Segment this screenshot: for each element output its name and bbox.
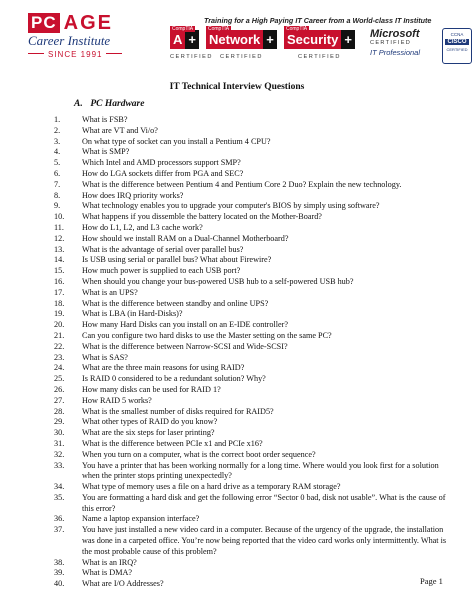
question-text: What is SAS? [82,352,128,362]
question-number: 32. [54,449,65,459]
question-number: 11. [54,222,64,232]
list-item [54,309,454,320]
list-item [54,353,454,364]
list-item [54,331,454,342]
question-list [54,115,454,590]
question-number: 8. [54,190,61,200]
list-item [54,299,454,310]
question-text: What other types of RAID do you know? [82,417,218,427]
question-number: 27. [54,395,65,405]
question-number: 15. [54,266,65,276]
question-text: What is the difference between Narrow-SCSI and Wide-SCSI? [82,341,288,351]
question-number: 38. [54,557,65,567]
question-number: 34. [54,482,65,492]
question-text: How many disks can be used for RAID 1? [82,384,221,394]
list-item [54,126,454,137]
question-number: 31. [54,438,65,448]
question-text: What is the difference between standby and online UPS? [82,298,269,308]
question-number: 2. [54,125,61,135]
logo-age: AGE [63,11,113,34]
logo-pc: PC [28,13,60,33]
question-number: 21. [54,330,65,340]
question-text: How should we install RAM on a Dual-Channel Motherboard? [82,233,289,243]
list-item [54,385,454,396]
list-item [54,158,454,169]
question-number: 5. [54,158,61,168]
list-item [54,450,454,461]
question-number: 40. [54,579,65,589]
list-item [54,461,454,483]
list-item [54,320,454,331]
question-number: 3. [54,136,61,146]
question-text: What are the six steps for laser printing? [82,428,215,438]
list-item [54,407,454,418]
question-number: 35. [54,492,65,502]
question-number: 22. [54,341,65,351]
question-number: 23. [54,352,65,362]
question-text: Name a laptop expansion interface? [82,514,200,524]
list-item [54,234,454,245]
question-text: What is LBA (in Hard-Disks)? [82,309,183,319]
section-name: PC Hardware [90,99,145,109]
list-item [54,245,454,256]
question-text: What is an IRQ? [82,557,137,567]
question-number: 37. [54,525,65,535]
question-number: 29. [54,417,65,427]
question-number: 36. [54,514,65,524]
list-item [54,223,454,234]
question-text: Is USB using serial or parallel bus? What about Firewire? [82,255,272,265]
list-item [54,191,454,202]
list-item [54,201,454,212]
list-item [54,428,454,439]
page-header [0,0,474,72]
question-text: What is SMP? [82,147,130,157]
question-text: Can you configure two hard disks to use the Master setting on the same PC? [82,330,332,340]
question-number: 9. [54,201,61,211]
question-text: You have just installed a new video card in a computer. Because of the urgency of the upgrade, the installation was done in a carpeted office. You’re now being reported that the video card works only intermittently. What is the most probable cause of this problem? [82,525,447,556]
question-text: You are formatting a hard disk and get the following error “Sector 0 bad, disk not usable”. What is the cause of this error? [82,492,446,513]
question-number: 24. [54,363,65,373]
page-number: Page 1 [420,576,443,586]
question-text: How many Hard Disks can you install on an E-IDE controller? [82,320,288,330]
question-text: What are I/O Addresses? [82,579,164,589]
question-number: 4. [54,147,61,157]
list-item [54,374,454,385]
question-number: 28. [54,406,65,416]
list-item [54,439,454,450]
logo-institute: Career Institute [28,33,111,48]
certification-logos [170,28,470,64]
question-number: 20. [54,320,65,330]
question-number: 13. [54,244,65,254]
question-number: 30. [54,428,65,438]
question-text: How do LGA sockets differ from PGA and SEC? [82,168,244,178]
list-item [54,342,454,353]
question-number: 19. [54,309,65,319]
question-text: What is the smallest number of disks required for RAID5? [82,406,274,416]
list-item [54,115,454,126]
list-item [54,180,454,191]
list-item [54,396,454,407]
header-tagline: Training for a High Paying IT Career from a World-class IT Institute [204,16,432,25]
microsoft-certified-logo: Microsoft CERTIFIED IT Professional [370,28,421,57]
question-number: 12. [54,233,65,243]
list-item [54,568,454,579]
question-number: 17. [54,287,65,297]
question-text: What technology enables you to upgrade your computer's BIOS by simply using software? [82,201,380,211]
list-item [54,255,454,266]
question-text: What are the three main reasons for using RAID? [82,363,245,373]
question-text: You have a printer that has been working normally for a long time. Where would you look first for a solution when the printer stops printing unexpectedly? [82,460,439,481]
question-text: What is an UPS? [82,287,138,297]
question-number: 1. [54,115,61,124]
list-item [54,277,454,288]
list-item [54,147,454,158]
cisco-ccna-logo: CCNA CISCO CERTIFIED [442,28,472,64]
question-number: 33. [54,460,65,470]
list-item [54,137,454,148]
list-item [54,482,454,493]
cert-a-plus-logo: CompTIA A + CERTIFIED [170,26,213,60]
question-text: How do L1, L2, and L3 cache work? [82,222,203,232]
list-item [54,514,454,525]
question-number: 10. [54,212,65,222]
list-item [54,525,454,557]
question-text: How does IRQ priority works? [82,190,184,200]
question-number: 26. [54,384,65,394]
document-title: IT Technical Interview Questions [169,82,305,92]
question-text: What happens if you dissemble the battery located on the Mother-Board? [82,212,322,222]
question-text: Is RAID 0 considered to be a redundant solution? Why? [82,374,266,384]
question-text: What is DMA? [82,568,133,578]
question-text: On what type of socket can you install a Pentium 4 CPU? [82,136,271,146]
question-number: 6. [54,168,61,178]
question-number: 25. [54,374,65,384]
question-text: How much power is supplied to each USB port? [82,266,241,276]
list-item [54,579,454,590]
logo-since: SINCE 1991 [48,50,103,59]
list-item [54,288,454,299]
list-item [54,212,454,223]
pc-age-logo [28,12,158,68]
cert-security-plus-logo: CompTIA Security + CERTIFIED [284,28,355,64]
section-heading [74,99,144,109]
section-letter: A. [74,99,83,109]
question-text: What are VT and Vi/o? [82,125,158,135]
cert-network-plus-logo: CompTIA Network + CERTIFIED [206,28,277,64]
question-number: 18. [54,298,65,308]
list-item [54,493,454,515]
list-item [54,266,454,277]
question-text: What is the difference between Pentium 4 and Pentium Core 2 Duo? Explain the new technology. [82,179,402,189]
question-number: 16. [54,276,65,286]
question-number: 7. [54,179,61,189]
list-item [54,558,454,569]
question-text: What is the difference between PCIe x1 and PCIe x16? [82,438,263,448]
question-text: When should you change your bus-powered USB hub to a self-powered USB hub? [82,276,354,286]
question-text: What type of memory uses a file on a hard drive as a temporary RAM storage? [82,482,341,492]
question-text: How RAID 5 works? [82,395,152,405]
list-item [54,169,454,180]
list-item [54,417,454,428]
question-number: 39. [54,568,65,578]
question-text: What is the advantage of serial over parallel bus? [82,244,244,254]
question-number: 14. [54,255,65,265]
question-text: Which Intel and AMD processors support SMP? [82,158,241,168]
list-item [54,363,454,374]
question-text: What is FSB? [82,115,128,124]
question-text: When you turn on a computer, what is the correct boot order sequence? [82,449,316,459]
